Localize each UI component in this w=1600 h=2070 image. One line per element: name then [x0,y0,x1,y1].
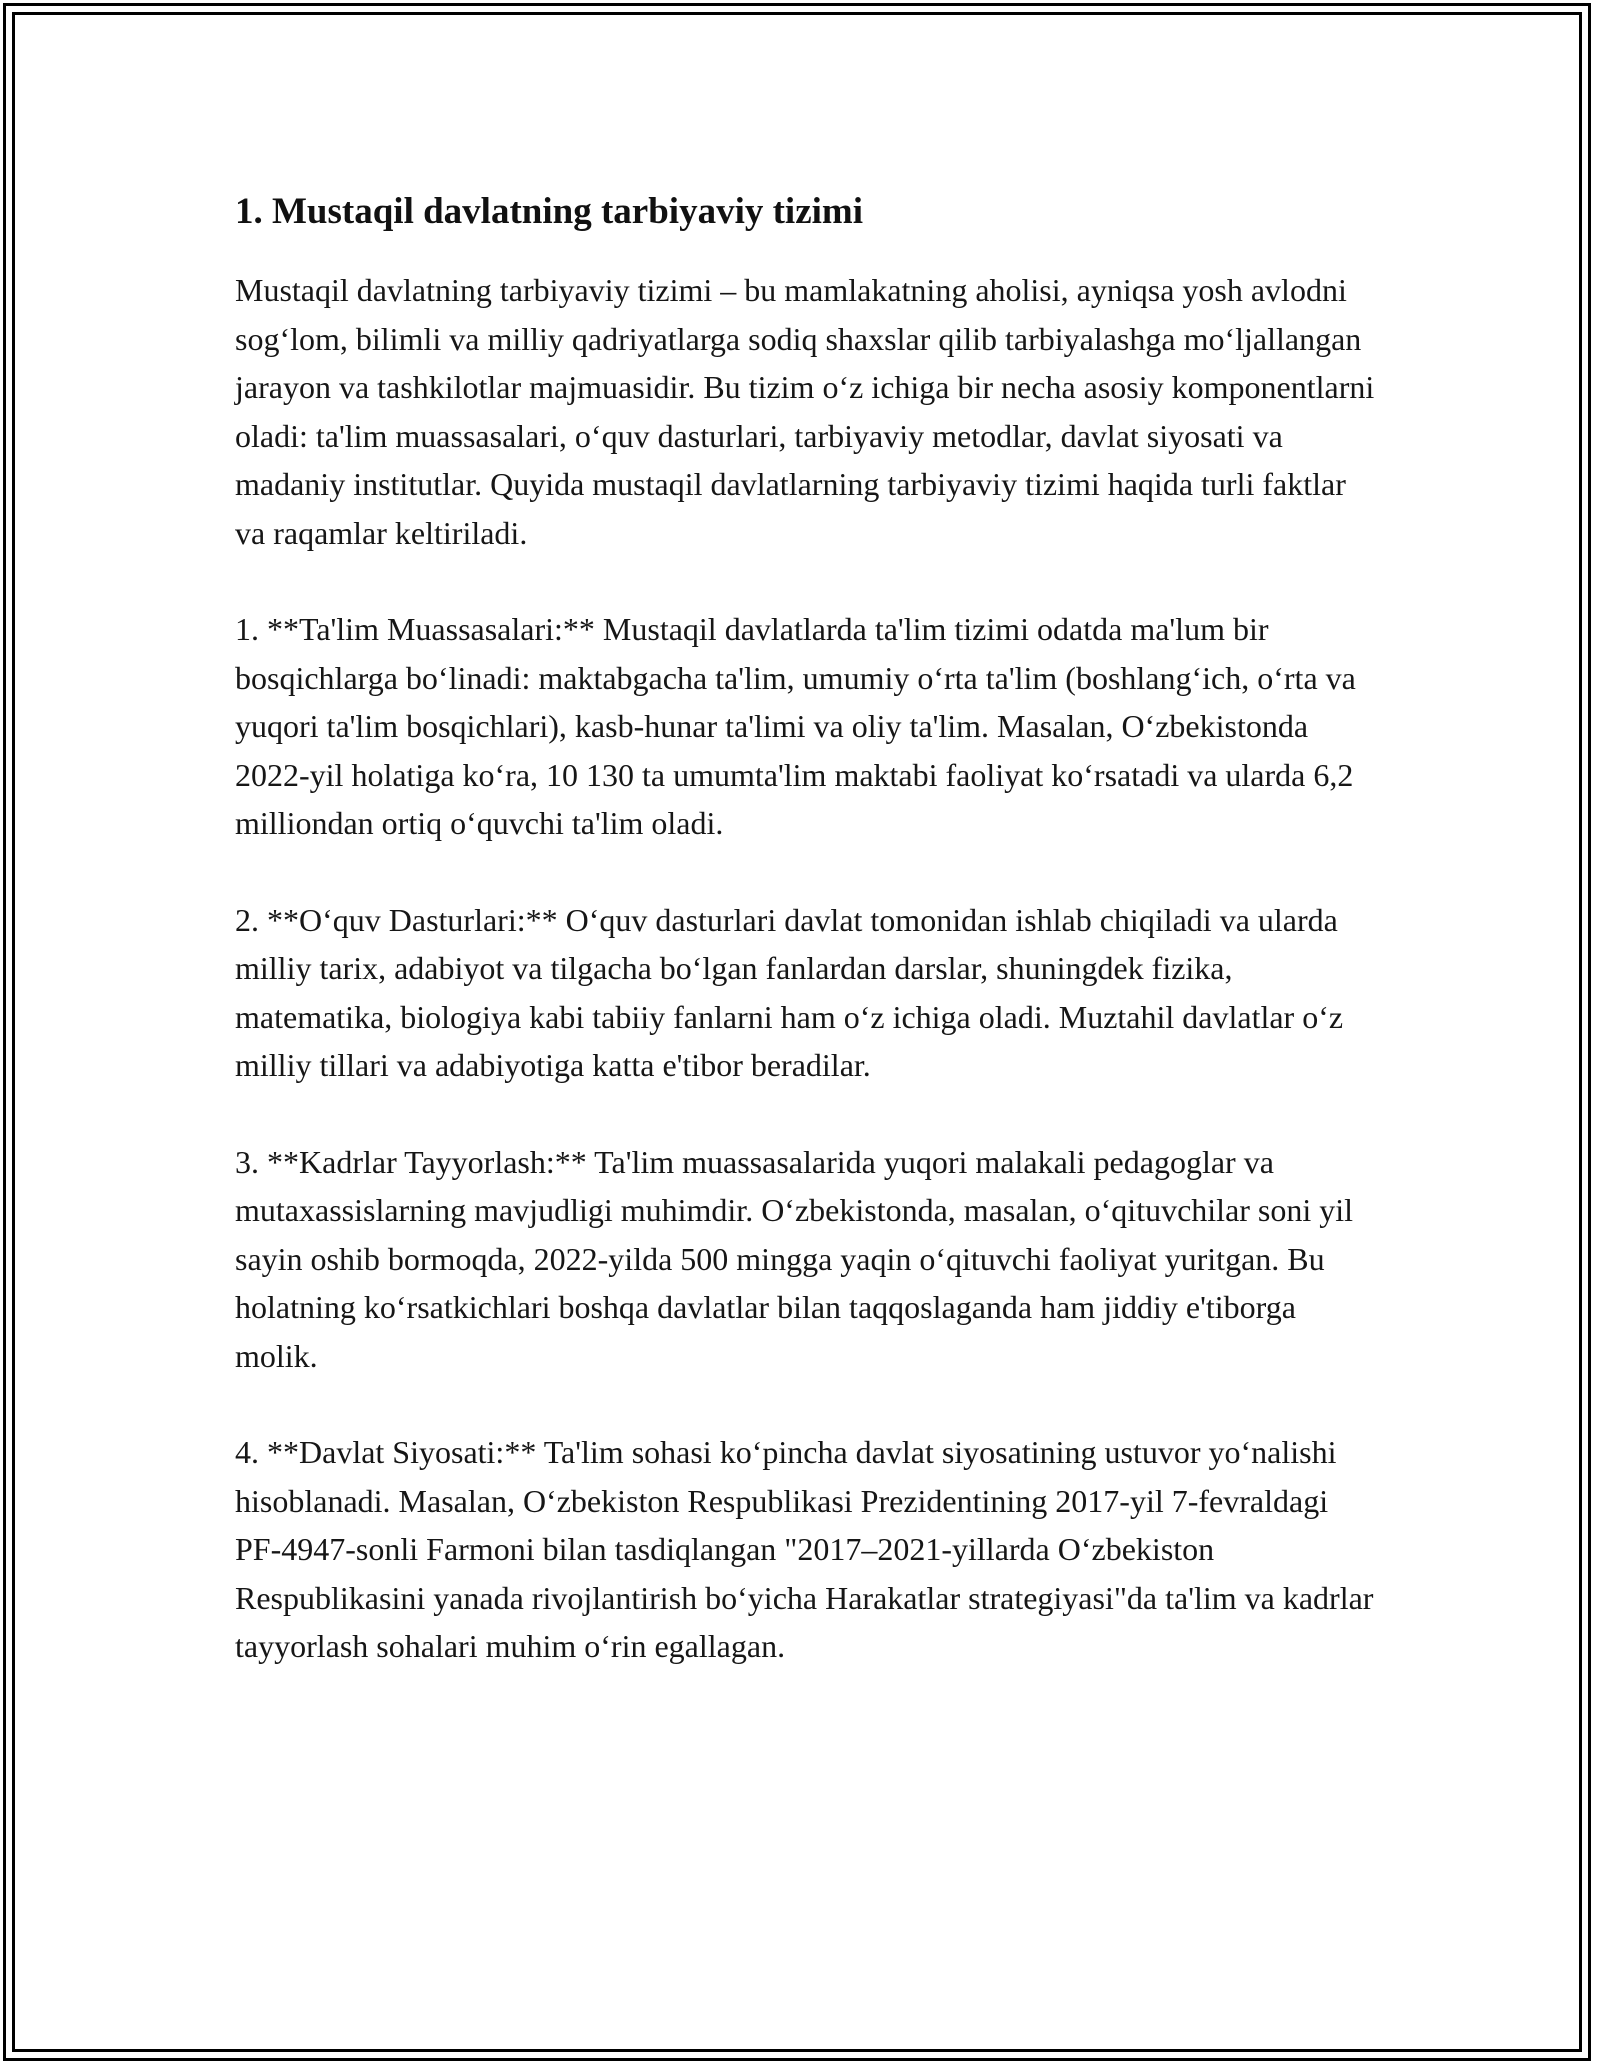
section-heading: 1. Mustaqil davlatning tarbiyaviy tizimi [235,191,864,232]
intro-paragraph: Mustaqil davlatning tarbiyaviy tizimi – bu mamlakatning aholisi, ayniqsa yosh avlodni sog‘lom, bilimli va milliy qadriyatlarga sodiq shaxslar qilib tarbiyalashga mo‘ljallangan jarayon va tashkilotlar majmuasidir. Bu tizim o‘z ichiga bir necha asosiy komponentlarni oladi: ta'lim muassasalari, o‘quv dasturlari, tarbiyaviy metodlar, davlat siyosati va madaniy institutlar. Quyida mustaqil davlatlarning tarbiyaviy tizimi haqida turli faktlar va raqamlar keltiriladi. [235,272,1375,551]
paragraph-state-policy: 4. **Davlat Siyosati:** Ta'lim sohasi ko‘pincha davlat siyosatining ustuvor yo‘nalishi hisoblanadi. Masalan, O‘zbekiston Respublikasi Prezidentining 2017-yil 7-fevraldagi PF-4947-sonli Farmoni bilan tasdiqlangan "2017–2021-yillarda O‘zbekiston Respublikasini yanada rivojlantirish bo‘yicha Harakatlar strategiyasi"da ta'lim va kadrlar tayyorlash sohalari muhim o‘rin egallagan. [235,1434,1374,1664]
paragraph-curricula: 2. **O‘quv Dasturlari:** O‘quv dasturlari davlat tomonidan ishlab chiqiladi va ularda milliy tarix, adabiyot va tilgacha bo‘lgan fanlardan darslar, shuningdek fizika, matematika, biologiya kabi tabiiy fanlarni ham o‘z ichiga oladi. Muztahil davlatlar o‘z milliy tillari va adabiyotiga katta e'tibor beradilar. [235,901,1344,1083]
document-body [235,184,1375,1719]
paragraph-education-institutions: 1. **Ta'lim Muassasalari:** Mustaqil davlatlarda ta'lim tizimi odatda ma'lum bir bosqichlarga bo‘linadi: maktabgacha ta'lim, umumiy o‘rta ta'lim (boshlang‘ich, o‘rta va yuqori ta'lim bosqichlari), kasb-hunar ta'limi va oliy ta'lim. Masalan, O‘zbekistonda 2022-yil holatiga ko‘ra, 10 130 ta umumta'lim maktabi faoliyat ko‘rsatadi va ularda 6,2 milliondan ortiq o‘quvchi ta'lim oladi. [235,611,1356,841]
paragraph-staff-training: 3. **Kadrlar Tayyorlash:** Ta'lim muassasalarida yuqori malakali pedagoglar va mutaxassislarning mavjudligi muhimdir. O‘zbekistonda, masalan, o‘qituvchilar soni yil sayin oshib bormoqda, 2022-yilda 500 mingga yaqin o‘qituvchi faoliyat yuritgan. Bu holatning ko‘rsatkichlari boshqa davlatlar bilan taqqoslaganda ham jiddiy e'tiborga molik. [235,1143,1354,1374]
